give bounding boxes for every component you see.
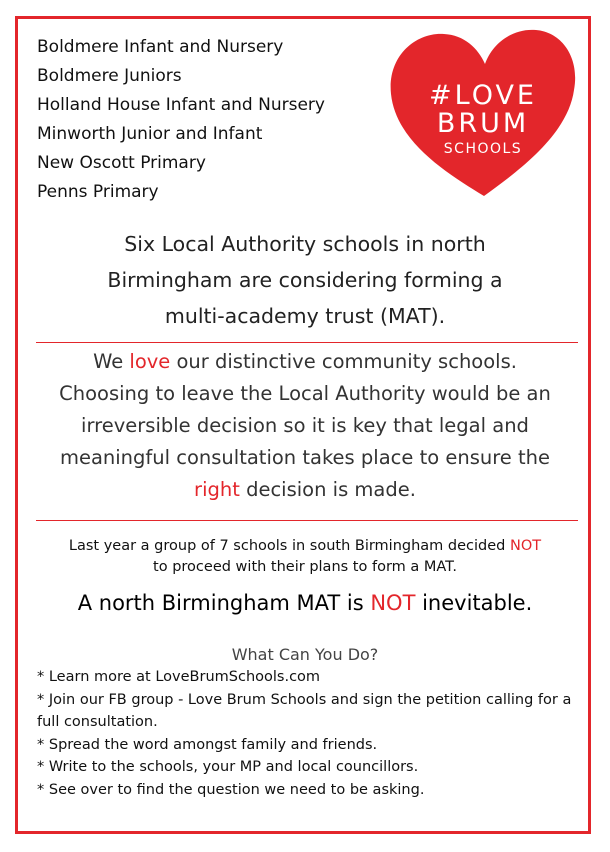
text-segment: Last year a group of 7 schools in south Birmingham decided xyxy=(68,538,510,554)
logo-line-schools: SCHOOLS xyxy=(443,141,523,157)
text-segment: A north Birmingham MAT is xyxy=(77,591,371,615)
action-item: * Write to the schools, your MP and local councillors. xyxy=(37,759,419,775)
school-name: Boldmere Juniors xyxy=(37,66,182,86)
school-name: New Oscott Primary xyxy=(37,153,206,173)
action-item: * Spread the word amongst family and friends. xyxy=(37,736,378,753)
divider xyxy=(36,520,578,521)
school-name: Holland House Infant and Nursery xyxy=(37,95,325,115)
intro-text xyxy=(30,226,580,334)
text-segment: We xyxy=(93,350,130,373)
what-can-you-do-title: What Can You Do? xyxy=(231,645,379,664)
text-segment: our distinctive community schools. xyxy=(170,350,517,373)
highlight-right: right xyxy=(194,478,240,501)
text-segment: decision is made. xyxy=(239,478,416,501)
text-segment: inevitable. xyxy=(415,591,533,615)
love-paragraph xyxy=(26,346,584,506)
intro-line: Six Local Authority schools in north xyxy=(124,232,486,256)
school-name: Minworth Junior and Infant xyxy=(37,124,263,144)
last-year-text xyxy=(26,536,584,578)
intro-line: Birmingham are considering forming a xyxy=(107,268,503,292)
headline xyxy=(26,588,584,618)
school-name: Boldmere Infant and Nursery xyxy=(37,37,284,57)
logo-line-brum: BRUM xyxy=(436,108,530,139)
school-name: Penns Primary xyxy=(37,182,159,202)
action-item: * Learn more at LoveBrumSchools.com xyxy=(37,669,321,685)
action-item: * Join our FB group - Love Brum Schools and sign the petition calling for a full consultation. xyxy=(37,691,572,730)
highlight-love: love xyxy=(129,350,171,373)
action-list xyxy=(37,666,577,801)
love-brum-schools-logo xyxy=(388,24,578,200)
divider xyxy=(36,342,578,343)
text-segment: meaningful consultation takes place to ensure the xyxy=(59,446,551,469)
text-segment: to proceed with their plans to form a MAT. xyxy=(153,559,457,575)
highlight-not: NOT xyxy=(370,591,416,615)
intro-line: multi-academy trust (MAT). xyxy=(164,304,446,328)
highlight-not: NOT xyxy=(509,538,542,554)
action-item: * See over to find the question we need to be asking. xyxy=(37,781,425,798)
logo-line-love: #LOVE xyxy=(428,80,538,111)
text-segment: irreversible decision so it is key that legal and xyxy=(81,414,529,437)
text-segment: Choosing to leave the Local Authority would be an xyxy=(59,382,551,405)
school-list xyxy=(37,33,325,207)
